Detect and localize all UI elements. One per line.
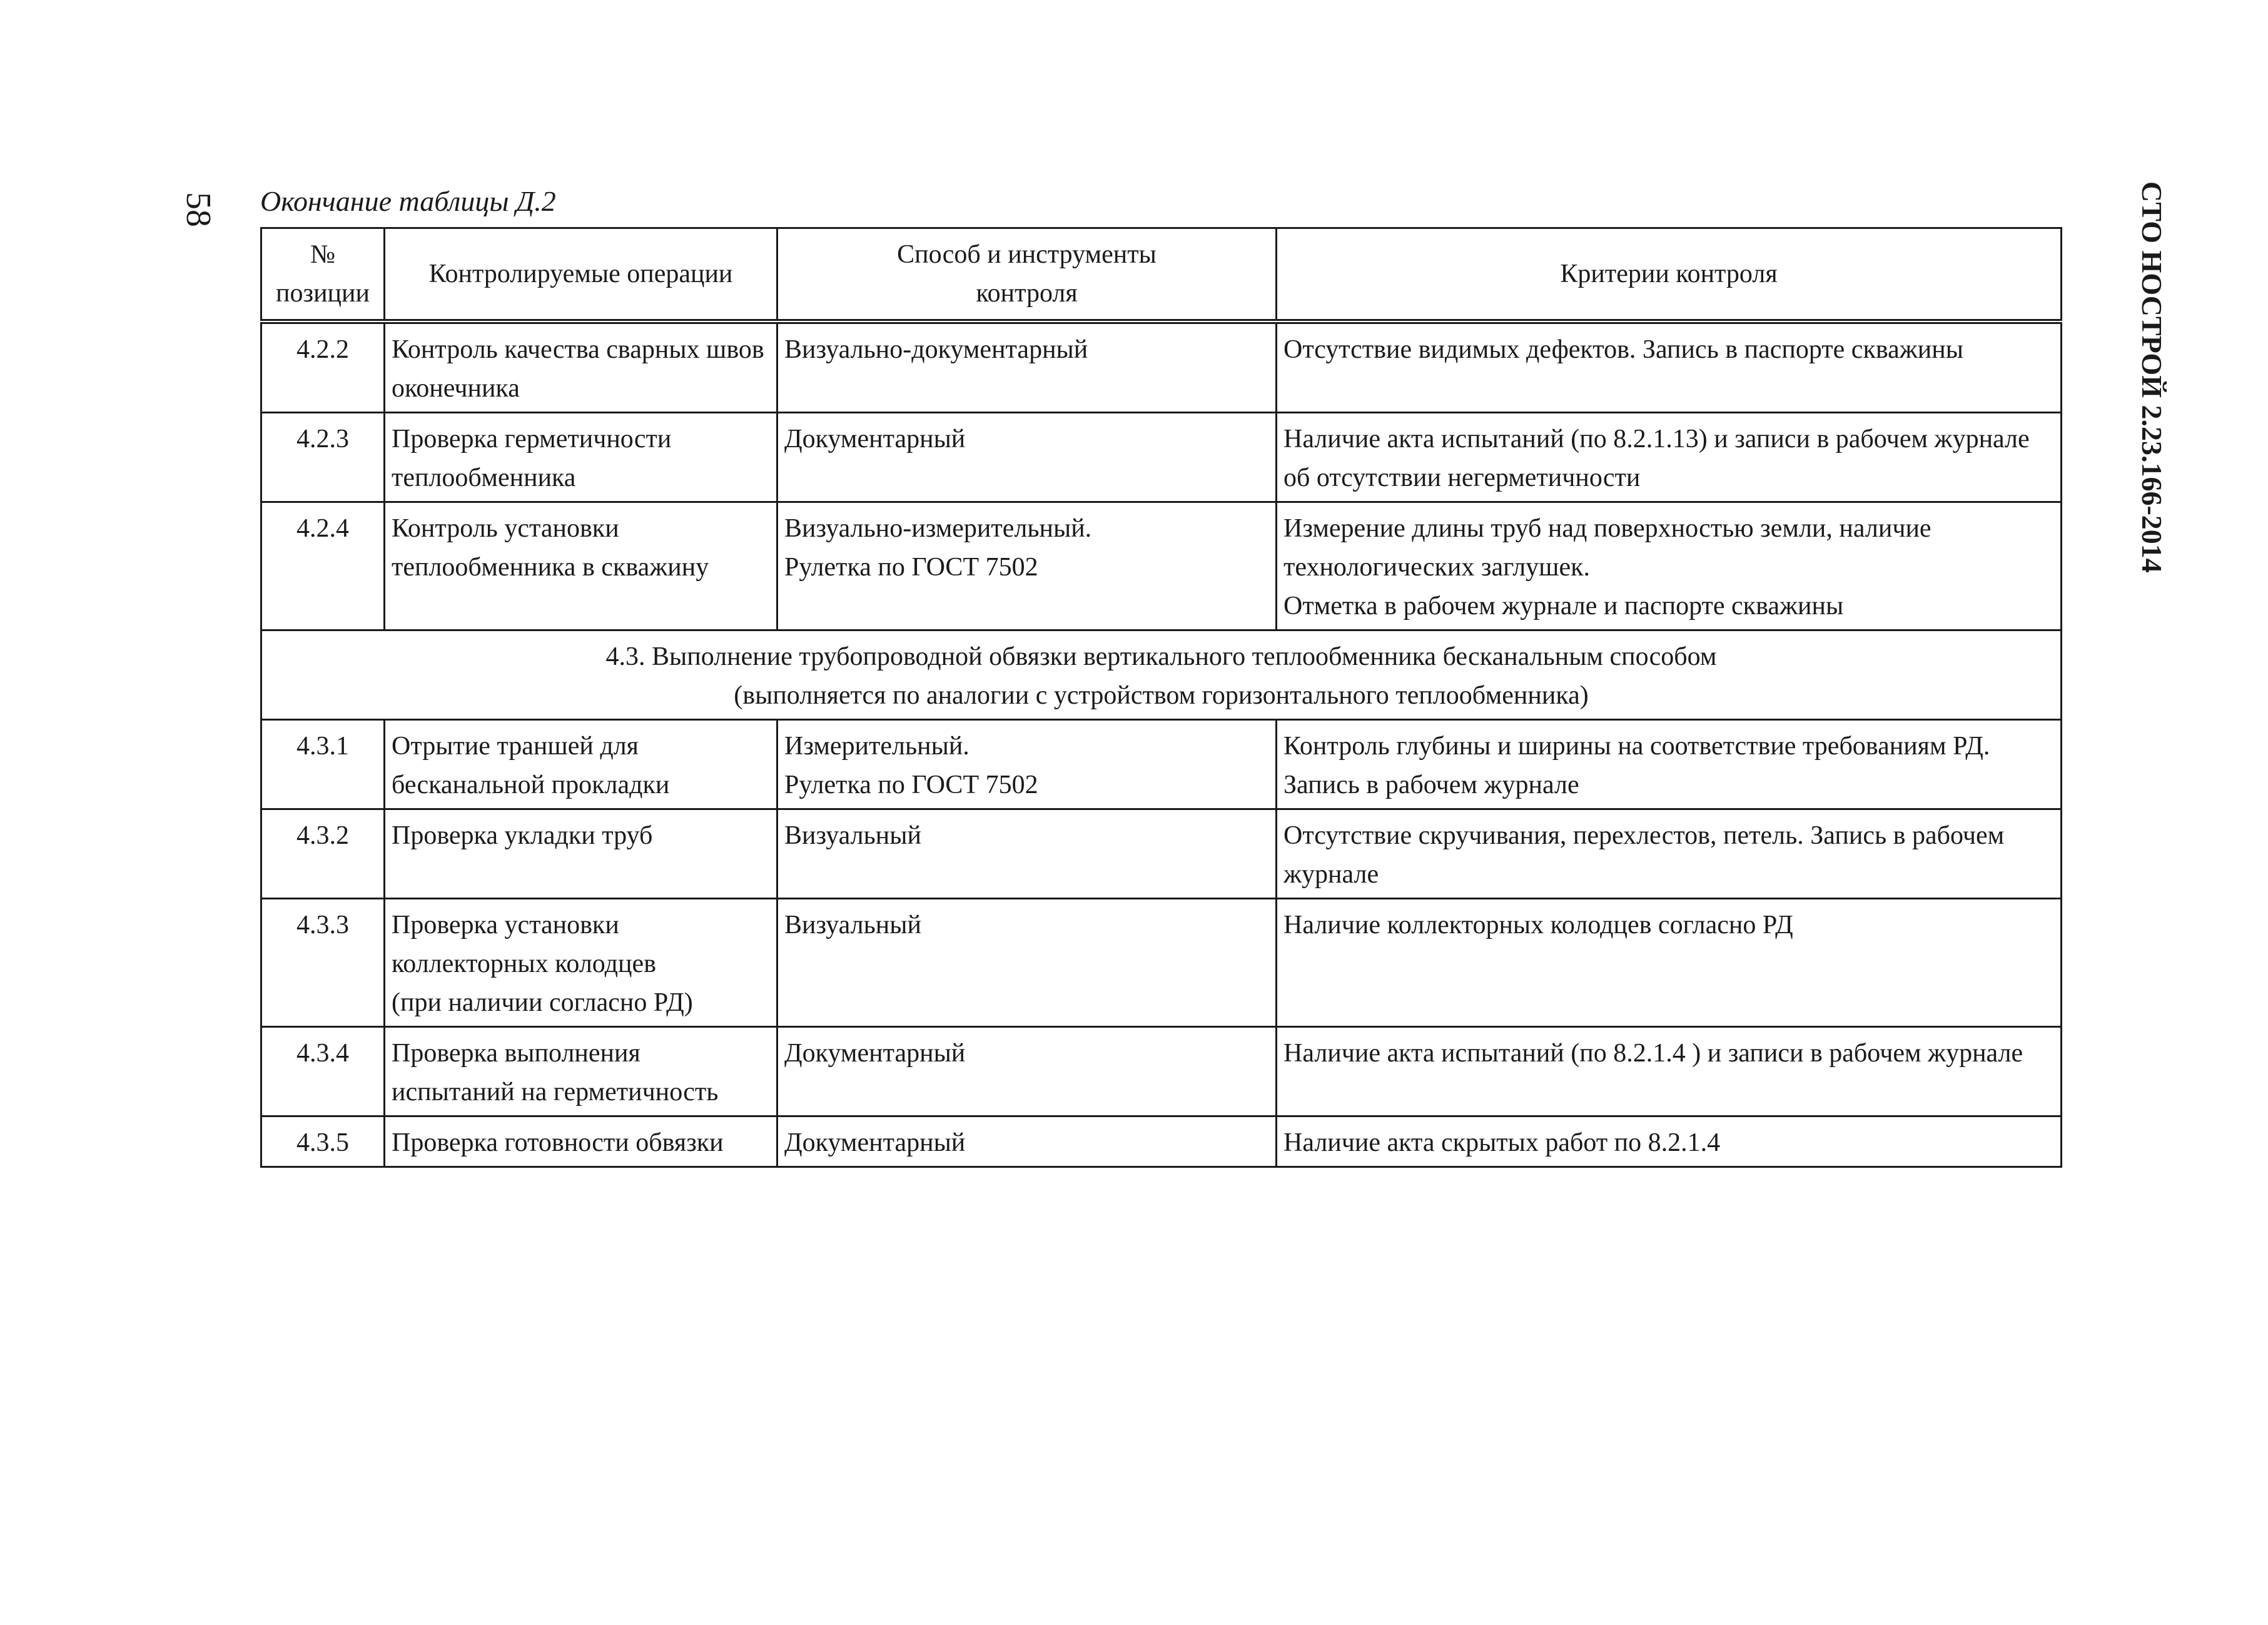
row-operation-line: (при наличии согласно РД) [392, 988, 693, 1017]
header-position-number [261, 228, 385, 322]
row-operation-line: Проверка установки коллекторных колодцев [392, 911, 656, 978]
row-number: 4.2.4 [261, 502, 385, 630]
row-number: 4.3.5 [261, 1116, 385, 1167]
page-number: 58 [179, 192, 218, 227]
section-title [261, 630, 2062, 720]
row-operation: Контроль установки теплообменника в скважину [385, 502, 777, 630]
header-method-line: контроля [976, 279, 1078, 308]
row-number: 4.2.3 [261, 413, 385, 502]
row-method: Документарный [777, 413, 1277, 502]
header-method-line: Способ и инструменты [897, 240, 1157, 269]
row-operation: Проверка выполнения испытаний на герметичность [385, 1027, 777, 1116]
section-title-line: (выполняется по аналогии с устройством горизонтального теплообменника) [734, 681, 1589, 710]
table-row [261, 809, 2062, 899]
table-row [261, 1027, 2062, 1116]
row-number: 4.3.2 [261, 809, 385, 899]
row-method [777, 502, 1277, 630]
row-criteria-line: Отметка в рабочем журнале и паспорте скважины [1283, 592, 1844, 620]
table-row [261, 1116, 2062, 1167]
header-criteria: Критерии контроля [1277, 228, 2062, 322]
table-row [261, 502, 2062, 630]
row-criteria: Наличие акта испытаний (по 8.2.1.13) и записи в рабочем журнале об отсутствии негерметичности [1277, 413, 2062, 502]
header-num-line: позиции [276, 279, 370, 308]
row-operation [385, 899, 777, 1027]
table-header-row [261, 228, 2062, 322]
document-code-text: СТО НОСТРОЙ 2.23.166-2014 [2136, 181, 2168, 573]
row-criteria [1277, 502, 2062, 630]
table-row [261, 720, 2062, 809]
row-number: 4.3.4 [261, 1027, 385, 1116]
row-method [777, 720, 1277, 809]
row-method: Визуальный [777, 809, 1277, 899]
row-operation: Контроль качества сварных швов оконечника [385, 321, 777, 413]
row-method: Визуальный [777, 899, 1277, 1027]
row-operation: Проверка укладки труб [385, 809, 777, 899]
row-criteria: Отсутствие видимых дефектов. Запись в паспорте скважины [1277, 321, 2062, 413]
row-operation: Проверка герметичности теплообменника [385, 413, 777, 502]
row-criteria-line: Измерение длины труб над поверхностью земли, наличие технологических заглушек. [1283, 514, 1931, 582]
row-method-line: Рулетка по ГОСТ 7502 [784, 771, 1038, 799]
row-number: 4.3.3 [261, 899, 385, 1027]
header-num-line: № [310, 240, 336, 269]
row-criteria: Наличие коллекторных колодцев согласно РД [1277, 899, 2062, 1027]
table-caption: Окончание таблицы Д.2 [260, 185, 556, 217]
row-number: 4.3.1 [261, 720, 385, 809]
table-row [261, 413, 2062, 502]
row-method-line: Визуально-измерительный. [784, 514, 1092, 543]
row-method: Визуально-документарный [777, 321, 1277, 413]
document-code [2124, 181, 2180, 632]
section-row [261, 630, 2062, 720]
row-method-line: Рулетка по ГОСТ 7502 [784, 553, 1038, 582]
row-operation: Отрытие траншей для бесканальной прокладки [385, 720, 777, 809]
row-criteria: Наличие акта испытаний (по 8.2.1.4 ) и записи в рабочем журнале [1277, 1027, 2062, 1116]
row-criteria: Наличие акта скрытых работ по 8.2.1.4 [1277, 1116, 2062, 1167]
row-number: 4.2.2 [261, 321, 385, 413]
row-criteria: Контроль глубины и ширины на соответствие требованиям РД. Запись в рабочем журнале [1277, 720, 2062, 809]
row-criteria: Отсутствие скручивания, перехлестов, петель. Запись в рабочем журнале [1277, 809, 2062, 899]
section-title-line: 4.3. Выполнение трубопроводной обвязки вертикального теплообменника бесканальным способом [605, 642, 1717, 671]
header-operations: Контролируемые операции [385, 228, 777, 322]
row-method: Документарный [777, 1027, 1277, 1116]
row-operation: Проверка готовности обвязки [385, 1116, 777, 1167]
table-row [261, 899, 2062, 1027]
header-method [777, 228, 1277, 322]
control-table [260, 227, 2062, 1168]
table-row [261, 321, 2062, 413]
row-method-line: Измерительный. [784, 732, 969, 761]
row-method: Документарный [777, 1116, 1277, 1167]
